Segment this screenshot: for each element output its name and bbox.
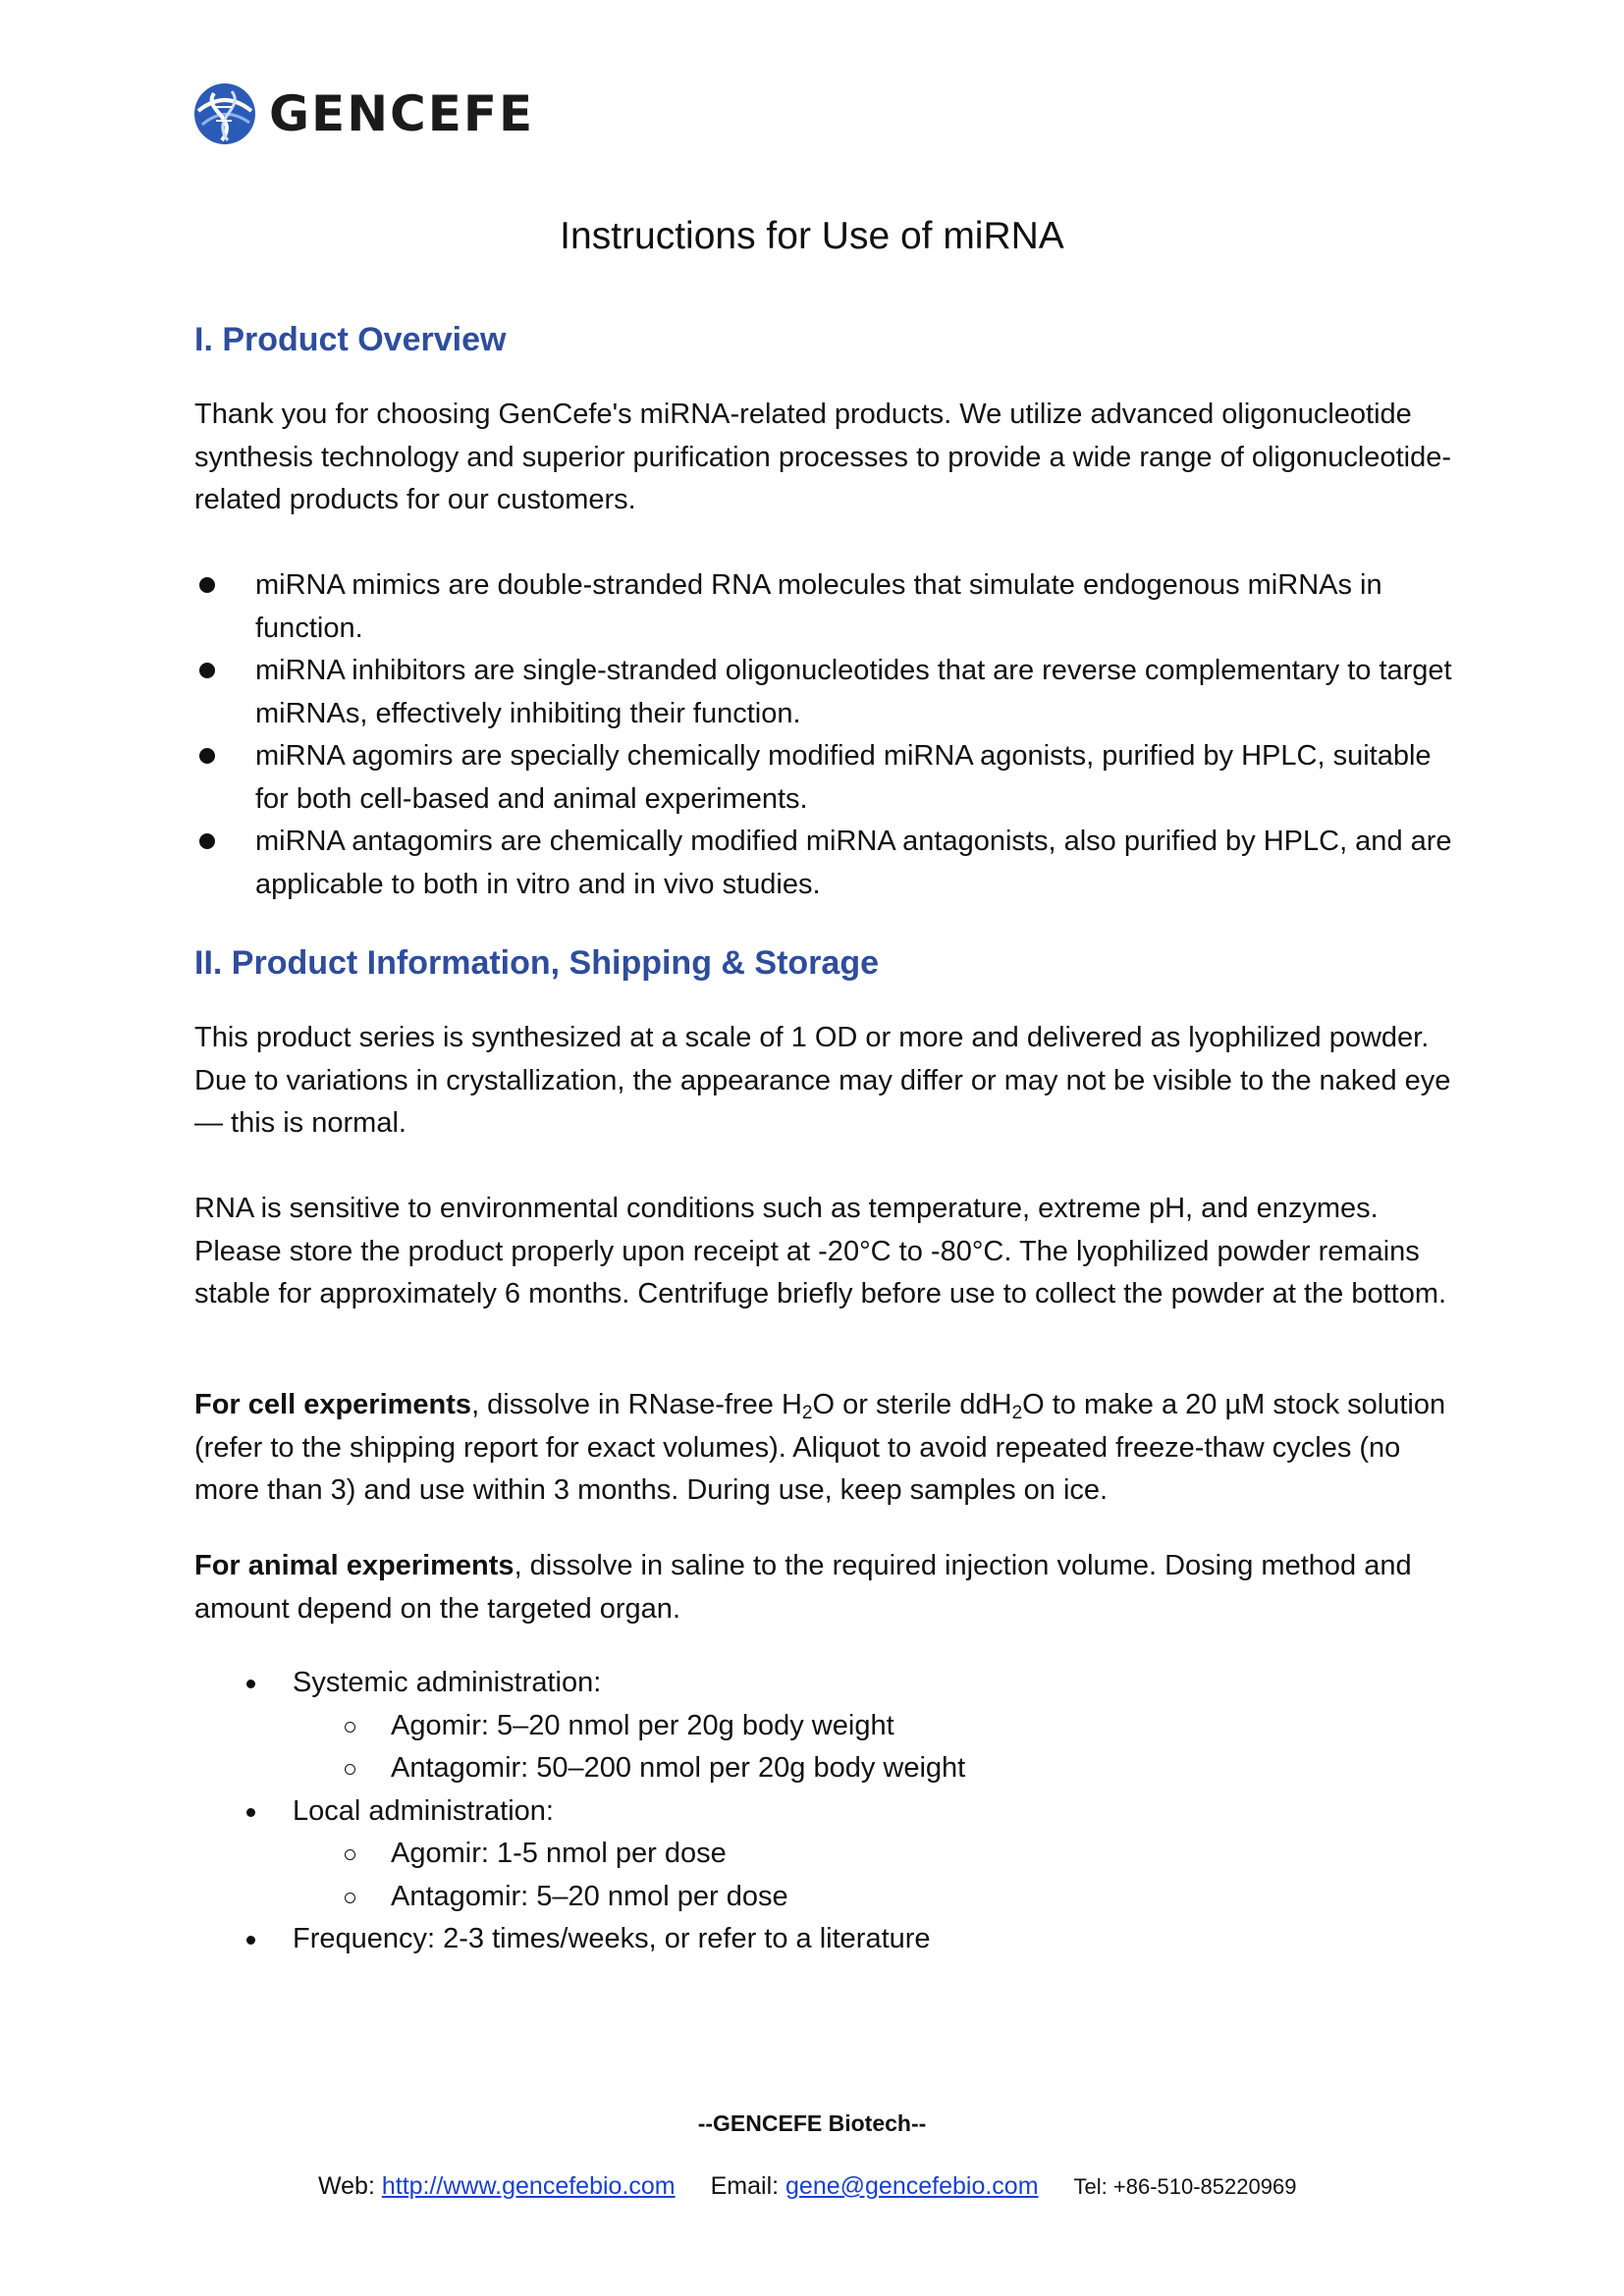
telephone: Tel: +86-510-85220969 bbox=[1073, 2174, 1297, 2199]
subscript-2: 2 bbox=[1011, 1403, 1023, 1423]
footer-contact bbox=[318, 2170, 1296, 2203]
animal-experiments-paragraph bbox=[194, 1545, 1451, 1630]
page-title: Instructions for Use of miRNA bbox=[560, 215, 1064, 257]
section-heading-storage: II. Product Information, Shipping & Storage bbox=[194, 944, 879, 982]
list-item bbox=[244, 1747, 1422, 1790]
list-item-text: Systemic administration: bbox=[293, 1667, 602, 1698]
cell-text-1: , dissolve in RNase-free H bbox=[471, 1389, 802, 1420]
animal-experiments-label: For animal experiments bbox=[194, 1550, 514, 1581]
logo-text: GENCEFE bbox=[269, 85, 535, 142]
list-item bbox=[244, 1918, 1422, 1961]
bullet-icon bbox=[246, 1808, 255, 1817]
bullet-icon bbox=[199, 748, 215, 764]
info-paragraph-1: This product series is synthesized at a scale of 1 OD or more and delivered as lyophilized powder. Due to variations in crystallization, the appearance may differ or may not be visible to the naked eye — this is normal. bbox=[194, 1022, 1451, 1139]
list-item bbox=[244, 1662, 1422, 1705]
list-item-text: miRNA mimics are double-stranded RNA molecules that simulate endogenous miRNAs in function. bbox=[255, 569, 1382, 644]
bullet-icon bbox=[199, 663, 215, 678]
list-item-text: Local administration: bbox=[293, 1794, 554, 1827]
dna-globe-icon bbox=[192, 81, 257, 146]
bullet-icon bbox=[246, 1936, 255, 1945]
list-item bbox=[244, 1790, 1422, 1834]
subscript-2: 2 bbox=[801, 1403, 813, 1423]
cell-experiments-paragraph bbox=[194, 1384, 1451, 1513]
list-item-text: miRNA antagomirs are chemically modified miRNA antagonists, also purified by HPLC, and are applicable to both in vitro and in vivo studies. bbox=[255, 826, 1452, 900]
list-item bbox=[194, 564, 1471, 650]
list-item bbox=[194, 735, 1471, 821]
bullet-icon bbox=[199, 577, 215, 593]
overview-intro: Thank you for choosing GenCefe's miRNA-related products. We utilize advanced oligonucleotide synthesis technology and superior purification processes to provide a wide range of oligonucleotide-related products for our customers. bbox=[194, 399, 1451, 515]
list-item-text: Antagomir: 5–20 nmol per dose bbox=[391, 1880, 788, 1912]
list-item bbox=[194, 821, 1471, 906]
website-link[interactable]: http://www.gencefebio.com bbox=[381, 2172, 676, 2200]
list-item bbox=[244, 1833, 1422, 1876]
list-item-text: miRNA inhibitors are single-stranded oligonucleotides that are reverse complementary to target miRNAs, effectively inhibiting their function. bbox=[255, 655, 1452, 729]
footer-company: --GENCEFE Biotech-- bbox=[697, 2110, 927, 2136]
circle-bullet-icon bbox=[345, 1893, 355, 1903]
circle-bullet-icon bbox=[345, 1722, 355, 1733]
list-item-text: Agomir: 5–20 nmol per 20g body weight bbox=[391, 1709, 894, 1741]
circle-bullet-icon bbox=[345, 1764, 355, 1775]
list-item-text: Agomir: 1-5 nmol per dose bbox=[391, 1838, 727, 1869]
info-paragraph-2: RNA is sensitive to environmental conditions such as temperature, extreme pH, and enzymes. Please store the product properly upon receipt at -20°C to -80°C. The lyophilized powder remains stable for approximately 6 months. Centrifuge briefly before use to collect the powder at the bottom. bbox=[194, 1193, 1447, 1309]
email-link[interactable]: gene@gencefebio.com bbox=[785, 2172, 1039, 2200]
company-logo bbox=[192, 80, 534, 147]
circle-bullet-icon bbox=[345, 1849, 355, 1860]
email-label: Email: bbox=[710, 2172, 786, 2200]
web-label: Web: bbox=[318, 2172, 382, 2200]
list-item bbox=[244, 1876, 1422, 1919]
cell-text-3: O to make a 20 µM stock solution (refer to the shipping report for exact volumes). Aliquot to avoid repeated freeze-thaw cycles (no more than 3) and use within 3 months. During use, keep samples on ice. bbox=[194, 1389, 1446, 1506]
bullet-icon bbox=[246, 1680, 255, 1688]
section-heading-overview: I. Product Overview bbox=[194, 321, 507, 358]
bullet-icon bbox=[199, 833, 215, 849]
product-type-list bbox=[194, 564, 1471, 906]
cell-experiments-label: For cell experiments bbox=[194, 1389, 472, 1420]
list-item bbox=[194, 650, 1471, 735]
administration-list bbox=[244, 1662, 1422, 1961]
list-item-text: Frequency: 2-3 times/weeks, or refer to a literature bbox=[293, 1923, 931, 1954]
list-item-text: Antagomir: 50–200 nmol per 20g body weight bbox=[391, 1752, 966, 1784]
list-item bbox=[244, 1705, 1422, 1748]
animal-text: , dissolve in saline to the required injection volume. Dosing method and amount depend on the targeted organ. bbox=[194, 1550, 1412, 1625]
list-item-text: miRNA agomirs are specially chemically modified miRNA agonists, purified by HPLC, suitable for both cell-based and animal experiments. bbox=[255, 740, 1432, 815]
cell-text-2: O or sterile ddH bbox=[812, 1389, 1012, 1420]
